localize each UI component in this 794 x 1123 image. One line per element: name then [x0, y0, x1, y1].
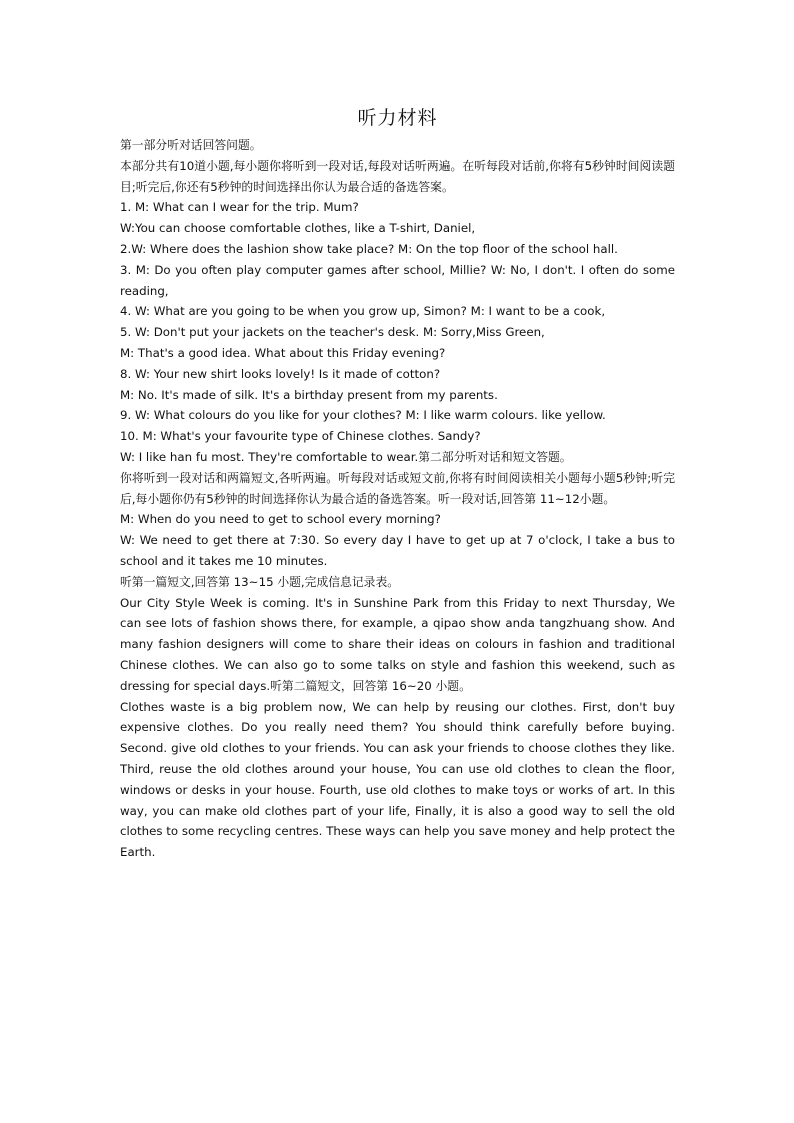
dialogue-line: M: When do you need to get to school every morning? — [120, 512, 441, 527]
dialogue-line: 10. M: What's your favourite type of Chinese clothes. Sandy? — [120, 429, 481, 444]
instruction-paragraph: 听第一篇短文,回答第 13~15 小题,完成信息记录表。 — [120, 574, 400, 589]
dialogue-line: W: We need to get there at 7:30. So every day I have to get up at 7 o'clock, I take a bus to school and it takes me 10 minutes. — [120, 533, 675, 568]
document-page — [120, 104, 675, 863]
passage-paragraph: Our City Style Week is coming. It's in Sunshine Park from this Friday to next Thursday, We can see lots of fashion shows there, for example, a qipao show anda tangzhuang show. And many fashion designers will come to share their ideas on colours in fashion and traditional Chinese clothes. We can also go to some talks on style and fashion this weekend, such as dressing for special days.听第二篇短文，回答第 16~20 小题。 — [120, 595, 675, 693]
dialogue-line: M: No. It's made of silk. It's a birthday present from my parents. — [120, 387, 498, 402]
dialogue-line: 8. W: Your new shirt looks lovely! Is it made of cotton? — [120, 366, 441, 381]
dialogue-line: W:You can choose comfortable clothes, like a T-shirt, Daniel, — [120, 221, 476, 236]
dialogue-line: 4. W: What are you going to be when you grow up, Simon? M: I want to be a cook, — [120, 304, 606, 319]
dialogue-line: 9. W: What colours do you like for your clothes? M: I like warm colours. like yellow. — [120, 408, 606, 423]
instruction-paragraph: 你将听到一段对话和两篇短文,各听两遍。听每段对话或短文前,你将有时间阅读相关小题每小题5秒钟;听完后,每小题你仍有5秒钟的时间选择你认为最合适的备选答案。听一段对话,回答第 11~12小题。 — [120, 470, 675, 506]
dialogue-line: 1. M: What can I wear for the trip. Mum? — [120, 200, 359, 215]
page-title: 听力材料 — [357, 107, 438, 129]
dialogue-line: W: I like han fu most. They're comfortable to wear.第二部分听对话和短文答题。 — [120, 449, 572, 464]
dialogue-line: 5. W: Don't put your jackets on the teacher's desk. M: Sorry,Miss Green, — [120, 325, 545, 340]
instruction-paragraph: 本部分共有10道小题,每小题你将听到一段对话,每段对话听两遍。在听每段对话前,你将有5秒钟时间阅读题目;听完后,你还有5秒钟的时间选择出你认为最合适的备选答案。 — [120, 158, 675, 194]
passage-paragraph: Clothes waste is a big problem now, We can help by reusing our clothes. First, don't buy expensive clothes. Do you really need them? You should think carefully before buying. Second. give old clothes to your friends. You can ask your friends to choose clothes they like. Third, reuse the old clothes around your house, You can use old clothes to clean the floor, windows or desks in your house. Fourth, use old clothes to make toys or works of art. In this way, you can make old clothes part of your life, Finally, it is also a good way to sell the old clothes to some recycling centres. These ways can help you save money and help protect the Earth. — [120, 699, 675, 860]
dialogue-line: M: That's a good idea. What about this Friday evening? — [120, 345, 446, 360]
dialogue-line: 2.W: Where does the lashion show take place? M: On the top floor of the school hall. — [120, 241, 618, 256]
section-heading: 第一部分听对话回答问题。 — [120, 138, 262, 152]
dialogue-line: 3. M: Do you often play computer games after school, Millie? W: No, I don't. I often do some reading, — [120, 262, 675, 298]
